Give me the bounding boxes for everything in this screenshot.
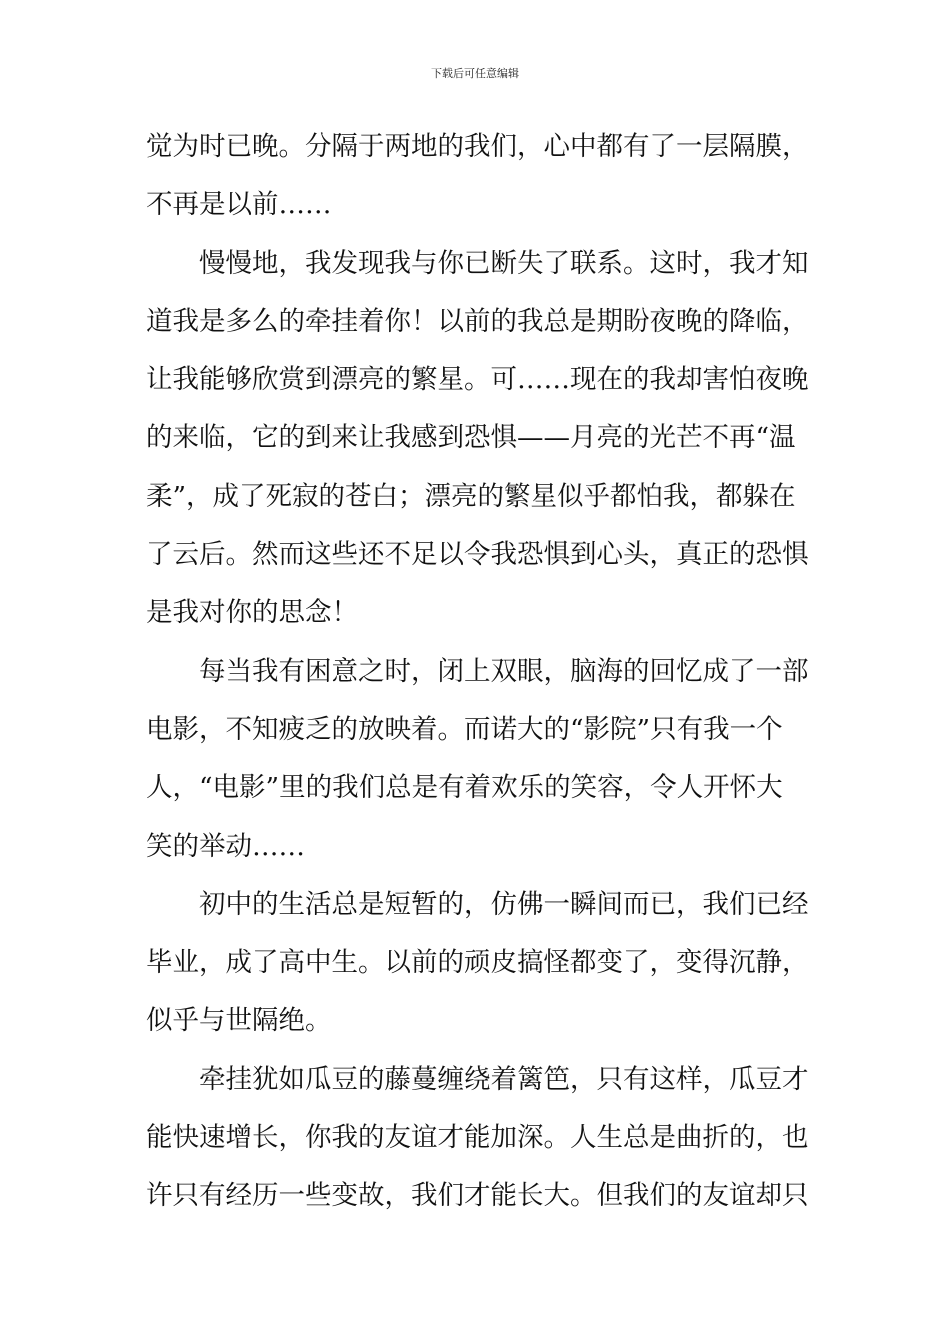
paragraph-first-line: 牵挂犹如瓜豆的藤蔓缠绕着篱笆，只有这样，瓜豆才 [199,1063,809,1095]
page-header: 下载后可任意编辑 [431,67,519,80]
text-line: 许只有经历一些变故，我们才能长大。但我们的友谊却只 [146,1180,809,1212]
text-line: 电影，不知疲乏的放映着。而诺大的“影院”只有我一个 [146,713,783,745]
text-line: 笑的举动…… [146,830,305,862]
text-line: 毕业，成了高中生。以前的顽皮搞怪都变了，变得沉静， [146,947,809,979]
text-line: 觉为时已晚。分隔于两地的我们，心中都有了一层隔膜， [146,131,809,162]
paragraph-first-line: 每当我有困意之时，闭上双眼，脑海的回忆成了一部 [199,655,809,687]
text-line: 柔”，成了死寂的苍白；漂亮的繁星似乎都怕我，都躲在 [146,480,796,512]
document-body [146,118,809,1226]
text-line: 不再是以前…… [146,189,332,221]
text-line: 了云后。然而这些还不足以令我恐惧到心头，真正的恐惧 [146,539,809,571]
text-line: 似乎与世隔绝。 [146,1005,332,1037]
text-line: 能快速增长，你我的友谊才能加深。人生总是曲折的，也 [146,1122,809,1154]
text-line: 让我能够欣赏到漂亮的繁星。可……现在的我却害怕夜晚 [146,364,809,396]
paragraph-first-line: 慢慢地，我发现我与你已断失了联系。这时，我才知 [199,247,809,279]
text-line: 的来临，它的到来让我感到恐惧——月亮的光芒不再“温 [146,422,796,454]
text-line: 人，“电影”里的我们总是有着欢乐的笑容，令人开怀大 [146,772,783,804]
text-line: 是我对你的思念！ [146,597,358,629]
text-line: 道我是多么的牵挂着你！以前的我总是期盼夜晚的降临， [146,305,809,337]
paragraph-first-line: 初中的生活总是短暂的，仿佛一瞬间而已，我们已经 [199,888,809,920]
